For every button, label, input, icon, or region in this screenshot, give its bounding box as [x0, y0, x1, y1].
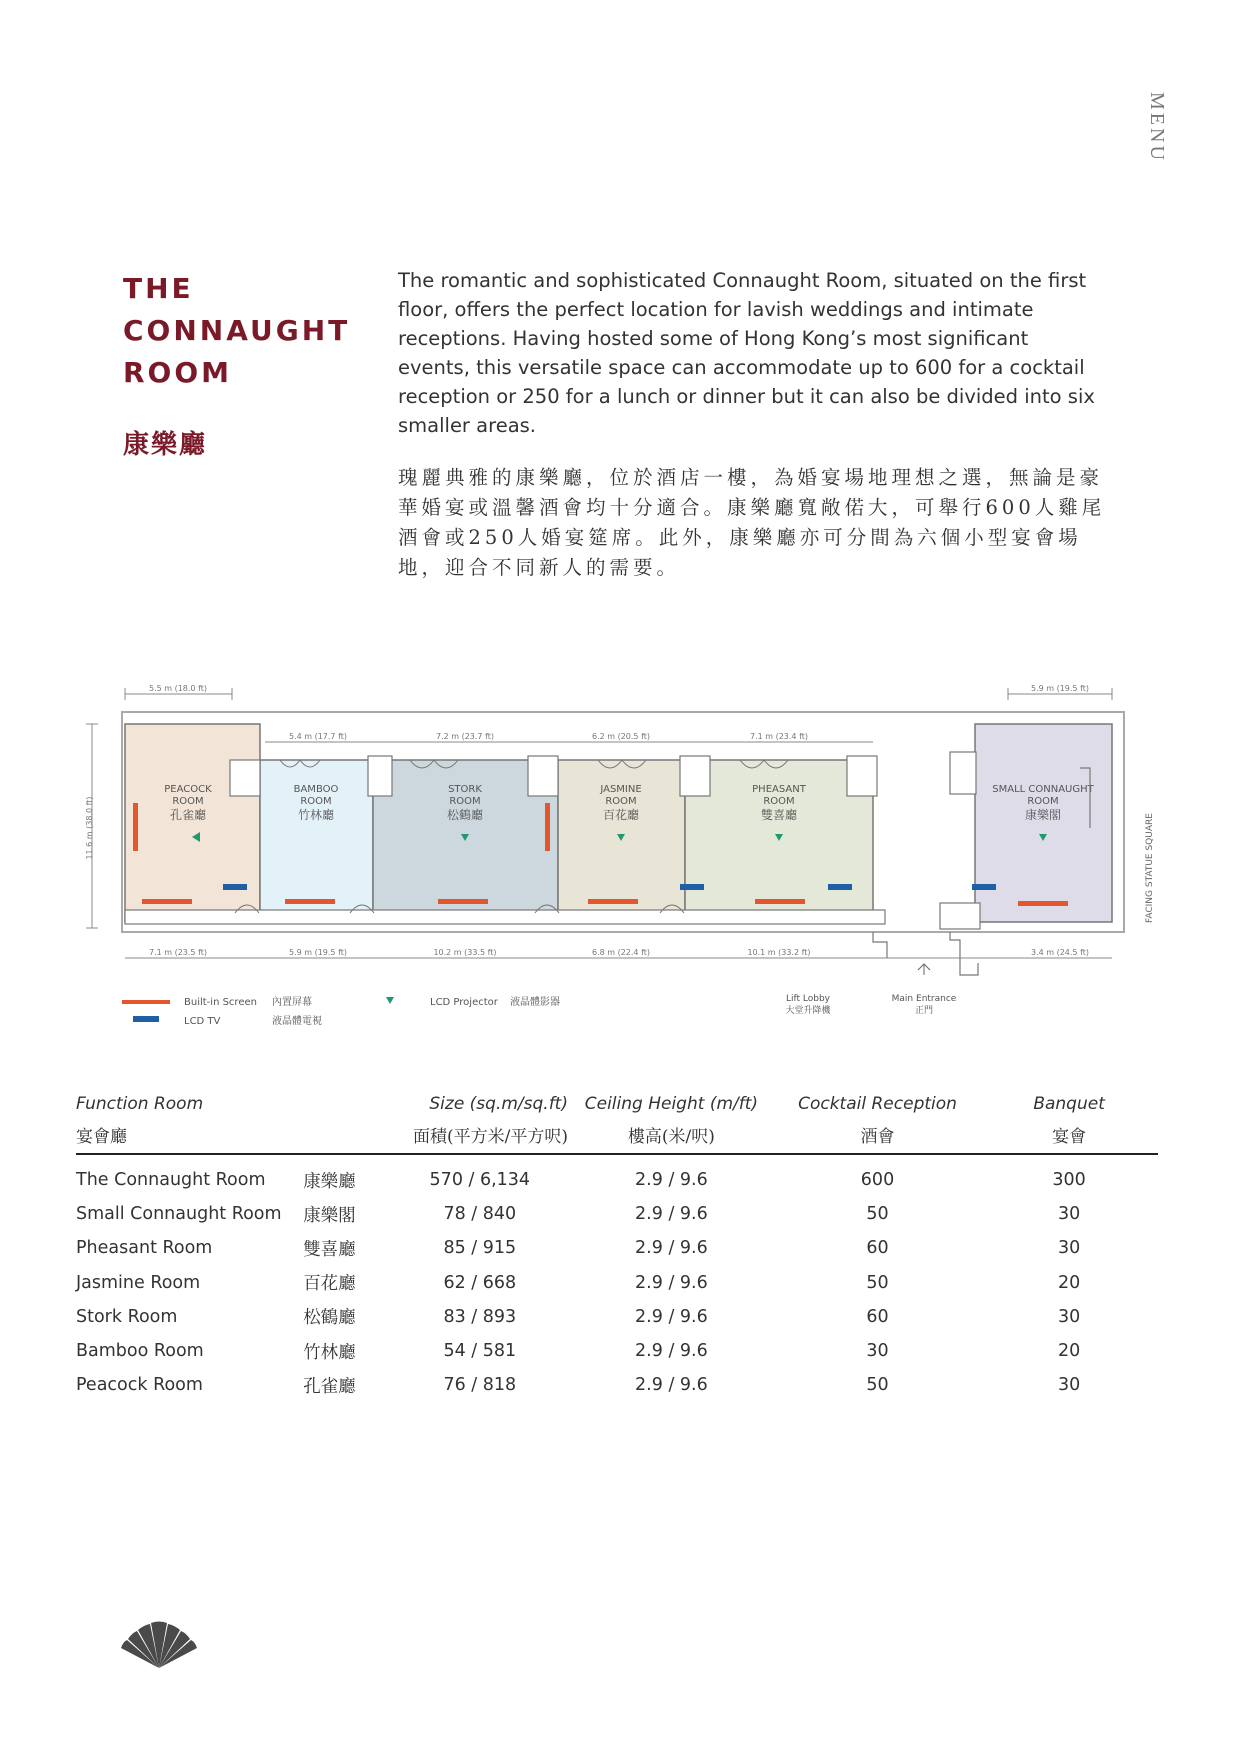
room-banquet: 30: [1057, 1306, 1081, 1327]
room-name-cn: 竹林廳: [303, 1342, 356, 1363]
screen-marker: [1018, 901, 1068, 906]
table-row: [76, 1300, 1158, 1334]
legend-projector-label-cn: 液晶體影器: [510, 997, 560, 1008]
lift-lobby-label: Lift Lobby: [785, 994, 831, 1004]
room-name: Small Connaught Room: [76, 1204, 282, 1225]
header-cn: 宴會廳: [76, 1127, 127, 1147]
header-size: [392, 1094, 568, 1154]
room-cocktail: 60: [866, 1238, 889, 1259]
header-cocktail: [775, 1094, 980, 1154]
header-function-room: [76, 1094, 392, 1154]
room-ceiling: 2.9 / 9.6: [635, 1272, 708, 1293]
title-line: CONNAUGHT: [123, 314, 351, 347]
table-row: [76, 1266, 1158, 1300]
room-cocktail: 50: [866, 1272, 889, 1293]
room-label-cn: 松鶴廳: [446, 808, 484, 822]
screen-marker: [588, 899, 638, 904]
table-row: [76, 1163, 1158, 1197]
legend-projector-label: LCD Projector: [430, 997, 498, 1008]
room-label-en: JASMINE: [600, 784, 642, 795]
room-label-cn: 孔雀廳: [169, 808, 207, 822]
intro-english: The romantic and sophisticated Connaught Room, situated on the first floor, offers the perfect location for lavish weddings and intimate receptions. Having hosted some of Hong Kong’s most significant events, this versatile space can accommodate up to 600 for a cocktail reception or 250 for a lunch or dinner but it can also be divided into six smaller areas.: [398, 269, 1095, 437]
room-label-en: ROOM: [449, 796, 481, 807]
room-label-en: BAMBOO: [293, 784, 339, 795]
dim-height: 11.6 m (38.0 ft): [85, 796, 94, 860]
room-label-en: ROOM: [1027, 796, 1059, 807]
room-name-cn: 百花廳: [303, 1274, 356, 1295]
table-header-row: [76, 1094, 1158, 1154]
legend-projector-swatch: [386, 997, 394, 1004]
screen-marker: [133, 803, 138, 851]
dim-bottom: 7.1 m (23.5 ft): [148, 948, 208, 957]
room-label-en: PHEASANT: [752, 784, 806, 795]
header-en: Banquet: [1033, 1094, 1105, 1114]
table-row: [76, 1231, 1158, 1265]
room-banquet: 300: [1052, 1170, 1086, 1191]
legend-screen-swatch: [122, 1000, 170, 1004]
room-name-cn: 松鶴廳: [303, 1308, 356, 1329]
room-name: Bamboo Room: [76, 1341, 204, 1362]
room-ceiling: 2.9 / 9.6: [635, 1238, 708, 1259]
room-label-en: ROOM: [300, 796, 332, 807]
room-size: 78 / 840: [443, 1204, 517, 1225]
screen-marker: [545, 803, 550, 851]
room-label-en: ROOM: [763, 796, 795, 807]
room-cocktail: 50: [866, 1204, 889, 1225]
header-cn: 宴會: [1052, 1127, 1087, 1147]
dim-bottom: 6.8 m (22.4 ft): [591, 948, 651, 957]
main-entrance-label: Main Entrance: [891, 994, 957, 1004]
title-line: ROOM: [123, 356, 233, 389]
tv-marker: [972, 884, 996, 890]
dim-bottom: 10.2 m (33.5 ft): [433, 948, 497, 957]
room-label-cn: 康樂閣: [1024, 808, 1062, 822]
room-size: 85 / 915: [443, 1238, 517, 1259]
room-name: Jasmine Room: [76, 1272, 201, 1293]
room-label-en: ROOM: [172, 796, 204, 807]
room-cocktail: 30: [866, 1341, 889, 1362]
screen-marker: [755, 899, 805, 904]
lift-lobby-label-cn: 大堂升降機: [785, 1006, 831, 1016]
menu-tab[interactable]: MENU: [1146, 92, 1168, 163]
header-en: Function Room: [76, 1094, 204, 1114]
capacity-table: [76, 1094, 1158, 1402]
screen-marker: [438, 899, 488, 904]
room-label-cn: 竹林廳: [297, 808, 335, 822]
fan-logo-icon: [119, 1618, 199, 1670]
room-name: Peacock Room: [76, 1375, 203, 1396]
room-name-cn: 康樂廳: [303, 1171, 356, 1192]
room-banquet: 30: [1057, 1238, 1081, 1259]
room-ceiling: 2.9 / 9.6: [635, 1170, 708, 1191]
table-row: [76, 1368, 1158, 1402]
dim-top: 6.2 m (20.5 ft): [591, 732, 651, 741]
dim-bottom: 5.9 m (19.5 ft): [288, 948, 348, 957]
header-banquet: [980, 1094, 1158, 1154]
header-en: Ceiling Height (m/ft): [584, 1094, 759, 1114]
dim-top: 5.5 m (18.0 ft): [148, 684, 208, 693]
table-row: [76, 1197, 1158, 1231]
dim-top: 5.9 m (19.5 ft): [1030, 684, 1090, 693]
room-name: Pheasant Room: [76, 1238, 213, 1259]
screen-marker: [285, 899, 335, 904]
room-label-en: PEACOCK: [164, 784, 212, 795]
main-entrance-label-cn: 正門: [914, 1006, 934, 1016]
dim-top: 5.4 m (17.7 ft): [288, 732, 348, 741]
room-ceiling: 2.9 / 9.6: [635, 1375, 708, 1396]
header-cn: 面積(平方米/平方呎): [412, 1127, 568, 1147]
room-name-cn: 康樂閣: [303, 1205, 356, 1226]
tv-marker: [680, 884, 704, 890]
floor-plan: [80, 668, 1160, 1048]
dim-bottom: 10.1 m (33.2 ft): [747, 948, 811, 957]
tv-marker: [223, 884, 247, 890]
room-ceiling: 2.9 / 9.6: [635, 1306, 708, 1327]
room-ceiling: 2.9 / 9.6: [635, 1341, 708, 1362]
dim-top: 7.1 m (23.4 ft): [749, 732, 809, 741]
room-size: 54 / 581: [443, 1341, 517, 1362]
room-banquet: 20: [1057, 1341, 1081, 1362]
room-banquet: 30: [1057, 1375, 1081, 1396]
room-size: 83 / 893: [443, 1306, 517, 1327]
room-cocktail: 50: [866, 1375, 889, 1396]
room-label-cn: 雙喜廳: [760, 808, 798, 822]
legend-tv-label-cn: 液晶體電視: [272, 1016, 322, 1027]
room-label-en: STORK: [448, 784, 482, 795]
room-small-connaught: [975, 724, 1112, 922]
dim-bottom: 3.4 m (24.5 ft): [1030, 948, 1090, 957]
header-cn: 酒會: [860, 1127, 895, 1147]
room-size: 76 / 818: [443, 1375, 517, 1396]
room-name: The Connaught Room: [76, 1170, 266, 1191]
screen-marker: [142, 899, 192, 904]
tv-marker: [828, 884, 852, 890]
page-title-chinese: 康樂廳: [123, 430, 208, 460]
legend-screen-label: Built-in Screen: [184, 997, 257, 1008]
room-cocktail: 600: [860, 1170, 895, 1191]
room-name-cn: 孔雀廳: [303, 1376, 356, 1397]
page-title: [123, 268, 350, 394]
room-banquet: 30: [1057, 1204, 1081, 1225]
room-cocktail: 60: [866, 1306, 889, 1327]
title-line: THE: [123, 272, 194, 305]
legend-tv-swatch: [133, 1016, 159, 1022]
legend-tv-label: LCD TV: [184, 1016, 221, 1027]
header-cn: 樓高(米/呎): [627, 1127, 715, 1147]
dim-top: 7.2 m (23.7 ft): [435, 732, 495, 741]
room-ceiling: 2.9 / 9.6: [635, 1204, 708, 1225]
legend-screen-label-cn: 內置屏幕: [272, 997, 312, 1008]
room-banquet: 20: [1057, 1272, 1081, 1293]
room-peacock: [125, 724, 260, 922]
header-en: Cocktail Reception: [798, 1094, 957, 1114]
intro-chinese: 瑰麗典雅的康樂廳，位於酒店一樓，為婚宴場地理想之選，無論是豪華婚宴或溫馨酒會均十分適合。康樂廳寬敞偌大，可舉行600人雞尾酒會或250人婚宴筵席。此外，康樂廳亦可分間為六個小型宴會場地，迎合不同新人的需要。: [398, 466, 1106, 579]
table-row: [76, 1334, 1158, 1368]
room-name: Stork Room: [76, 1306, 178, 1327]
room-label-cn: 百花廳: [602, 808, 640, 822]
room-size: 570 / 6,134: [429, 1170, 531, 1191]
header-en: Size (sq.m/sq.ft): [429, 1094, 568, 1114]
room-label-en: SMALL CONNAUGHT: [992, 784, 1094, 795]
header-ceiling: [568, 1094, 775, 1154]
room-label-en: ROOM: [605, 796, 637, 807]
facing-label: FACING STATUE SQUARE: [1145, 813, 1155, 923]
room-size: 62 / 668: [443, 1272, 517, 1293]
room-name-cn: 雙喜廳: [303, 1239, 356, 1260]
